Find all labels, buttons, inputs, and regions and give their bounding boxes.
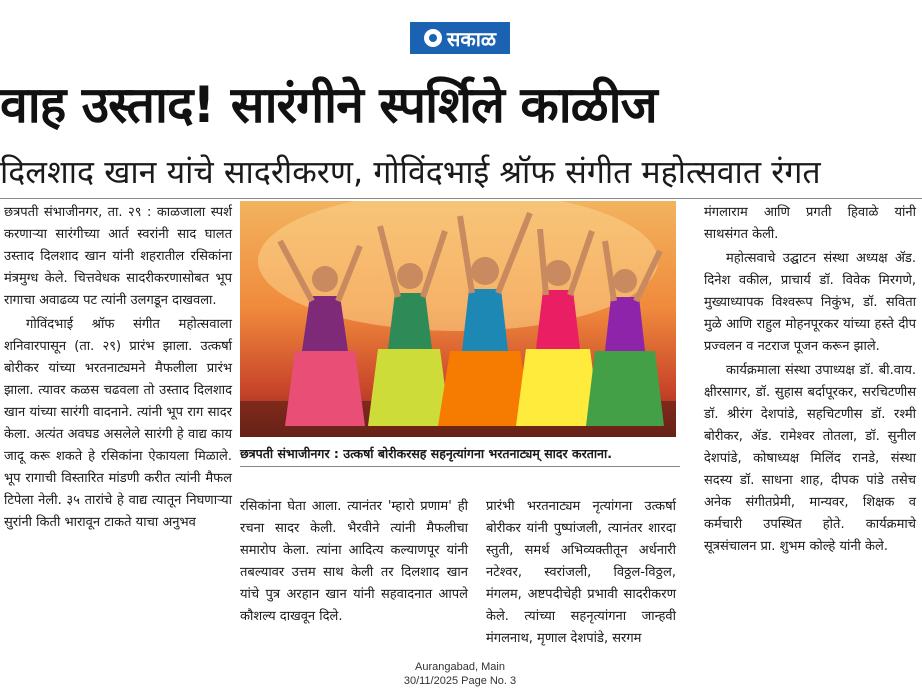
article-headline: वाह उस्ताद! सारंगीने स्पर्शिले काळीज xyxy=(0,76,657,134)
date-page-label: 30/11/2025 Page No. 3 xyxy=(403,675,517,687)
edition-label: Aurangabad, Main xyxy=(415,661,505,673)
page-footer xyxy=(380,660,540,688)
article-column-2 xyxy=(240,496,468,666)
paragraph: महोत्सवाचे उद्घाटन संस्था अध्यक्ष ॲड. दिनेश वकील, प्राचार्य डॉ. विवेक मिरगणे, मुख्याध्यापक विश्वरूप निकुंभ, डॉ. सविता मुळे आणि राहुल मोहनपूरकर यांच्या हस्ते दीप प्रज्वलन व नटराज पूजन करून झाले. xyxy=(704,251,916,354)
article-column-1 xyxy=(4,202,232,662)
article-column-3 xyxy=(486,496,676,666)
paragraph: प्रारंभी भरतनाट्यम नृत्यांगना उत्कर्षा बोरीकर यांनी पुष्पांजली, त्यानंतर शारदा स्तुती, समर्थ अभिव्यक्तीतून अर्धनारी नटेश्वर, स्वरांजली, विठ्ठल-विठ्ठल, मंगलम, अष्टपदीचेही प्रभावी सादरीकरण केले. त्यांच्या सहनृत्यांगना जान्हवी मंगलनाथ, मृणाल देशपांडे, सरगम xyxy=(486,499,676,646)
sakal-seal-icon xyxy=(424,29,442,47)
paragraph: मंगलाराम आणि प्रगती हिवाळे यांनी साथसंगत केली. xyxy=(704,205,916,242)
masthead-logo xyxy=(410,22,510,54)
paragraph: कार्यक्रमाला संस्था उपाध्यक्ष डॉ. बी.वाय. क्षीरसागर, डॉ. सुहास बर्दापूरकर, सरचिटणीस डॉ. श्रीरंग देशपांडे, सहचिटणीस डॉ. रश्मी बोरीकर, ॲड. रामेश्वर तोतला, डॉ. सुनील देशपांडे, कोषाध्यक्ष मिलिंद रानडे, संस्था सदस्य डॉ. साधना शाह, दीपक पांडे तसेच अनेक संगीतप्रेमी, मान्यवर, शिक्षक व कर्मचारी उपस्थित होते. कार्यक्रमाचे सूत्रसंचालन प्रा. शुभम कोल्हे यांनी केले. xyxy=(704,363,916,554)
photo-caption: छत्रपती संभाजीनगर : उत्कर्षा बोरीकरसह सहनृत्यांगना भरतनाट्यम् सादर करताना. xyxy=(240,442,680,467)
article-column-4 xyxy=(704,202,916,662)
article-subheadline: दिलशाद खान यांचे सादरीकरण, गोविंदभाई श्रॉफ संगीत महोत्सवात रंगत xyxy=(0,150,922,199)
paragraph: रसिकांना घेता आला. त्यानंतर 'म्हारो प्रणाम' ही रचना सादर केली. भैरवीने त्यांनी मैफलीचा समारोप केला. त्यांना आदित्य कल्याणपूर यांनी तबल्यावर उत्तम साथ केली तर दिलशाद खान यांचे पुत्र अरहान खान यांनी सहवादनात आपले कौशल्य दाखवून दिले. xyxy=(240,499,468,624)
dance-performance-photo xyxy=(240,201,676,437)
paragraph: गोविंदभाई श्रॉफ संगीत महोत्सवाला शनिवारपासून (ता. २९) प्रारंभ झाला. उत्कर्षा बोरीकर यांच्या भरतनाट्यमने मैफलीला प्रारंभ झाला. त्यावर कळस चढवला तो उस्ताद दिलशाद खान यांच्या सारंगी वादनाने. त्यांनी भूप राग सादर केला. अत्यंत अवघड असलेले सारंगी हे वाद्य काय जादू करू शकते हे रसिकांना ऐकायला मिळाले. भूप रागाची विस्तारित मांडणी करीत त्यांनी मैफल टिपेला नेली. ३५ तारांचे हे वाद्य त्यातून निघणाऱ्या सुरांनी किती भारावून टाकते याचा अनुभव xyxy=(4,317,232,530)
paragraph: छत्रपती संभाजीनगर, ता. २९ : काळजाला स्पर्श करणाऱ्या सारंगीच्या आर्त स्वरांनी साद घालत उस्ताद दिलशाद खान यांनी शहरातील रसिकांना मंत्रमुग्ध केले. चित्तवेधक सादरीकरणासोबत भूप रागाचा अवाढव्य पट त्यांनी उलगडून दाखवला. xyxy=(4,205,232,308)
logo-text: सकाळ xyxy=(446,26,497,51)
